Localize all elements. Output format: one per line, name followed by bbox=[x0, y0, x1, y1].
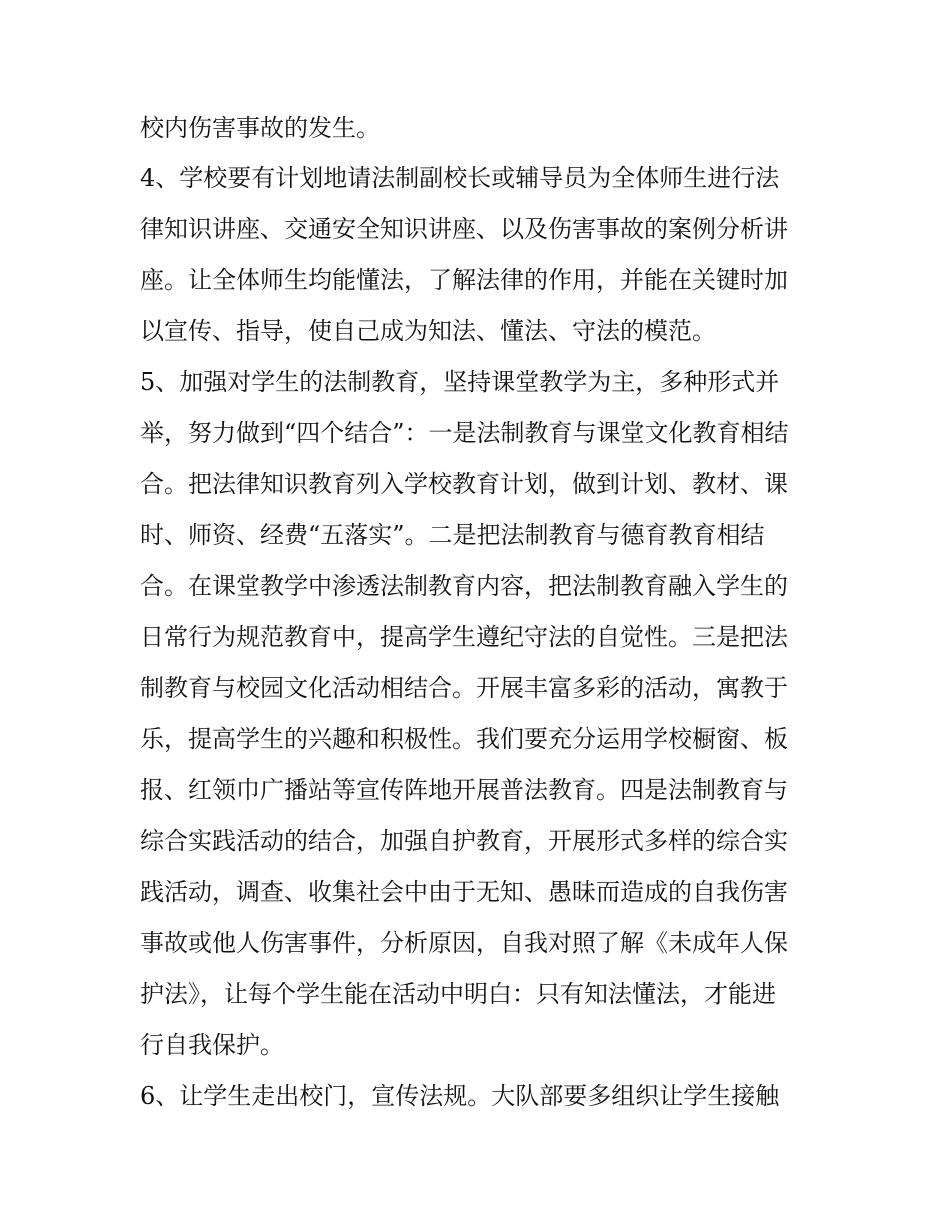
text-line: 合。在课堂教学中渗透法制教育内容，把法制教育融入学生的 bbox=[140, 572, 788, 600]
text-line: 合。把法律知识教育列入学校教育计划，做到计划、教材、课 bbox=[140, 470, 788, 498]
text-line: 行自我保护。 bbox=[140, 1031, 284, 1059]
text-line: 校内伤害事故的发生。 bbox=[140, 114, 380, 142]
text-line: 时、师资、经费“五落实”。二是把法制教育与德育教育相结 bbox=[140, 521, 765, 549]
text-line: 综合实践活动的结合，加强自护教育，开展形式多样的综合实 bbox=[140, 827, 788, 855]
text-line: 举，努力做到“四个结合”：一是法制教育与课堂文化教育相结 bbox=[140, 419, 789, 447]
text-line: 制教育与校园文化活动相结合。开展丰富多彩的活动，寓教于 bbox=[140, 674, 788, 702]
text-line: 报、红领巾广播站等宣传阵地开展普法教育。四是法制教育与 bbox=[140, 776, 788, 804]
text-line: 座。让全体师生均能懂法，了解法律的作用，并能在关键时加 bbox=[140, 266, 788, 294]
text-line: 乐，提高学生的兴趣和积极性。我们要充分运用学校橱窗、板 bbox=[140, 725, 788, 753]
text-line: 6、让学生走出校门，宣传法规。大队部要多组织让学生接触 bbox=[140, 1082, 780, 1110]
text-line: 以宣传、指导，使自己成为知法、懂法、守法的模范。 bbox=[140, 317, 716, 345]
text-line: 4、学校要有计划地请法制副校长或辅导员为全体师生进行法 bbox=[140, 164, 780, 192]
text-line: 日常行为规范教育中，提高学生遵纪守法的自觉性。三是把法 bbox=[140, 623, 788, 651]
text-line: 5、加强对学生的法制教育，坚持课堂教学为主，多种形式并 bbox=[140, 368, 780, 396]
text-line: 事故或他人伤害事件，分析原因，自我对照了解《未成年人保 bbox=[140, 929, 788, 957]
text-line: 护法》，让每个学生能在活动中明白：只有知法懂法，才能进 bbox=[140, 980, 776, 1008]
text-line: 践活动，调查、收集社会中由于无知、愚昧而造成的自我伤害 bbox=[140, 878, 788, 906]
text-line: 律知识讲座、交通安全知识讲座、以及伤害事故的案例分析讲 bbox=[140, 215, 788, 243]
